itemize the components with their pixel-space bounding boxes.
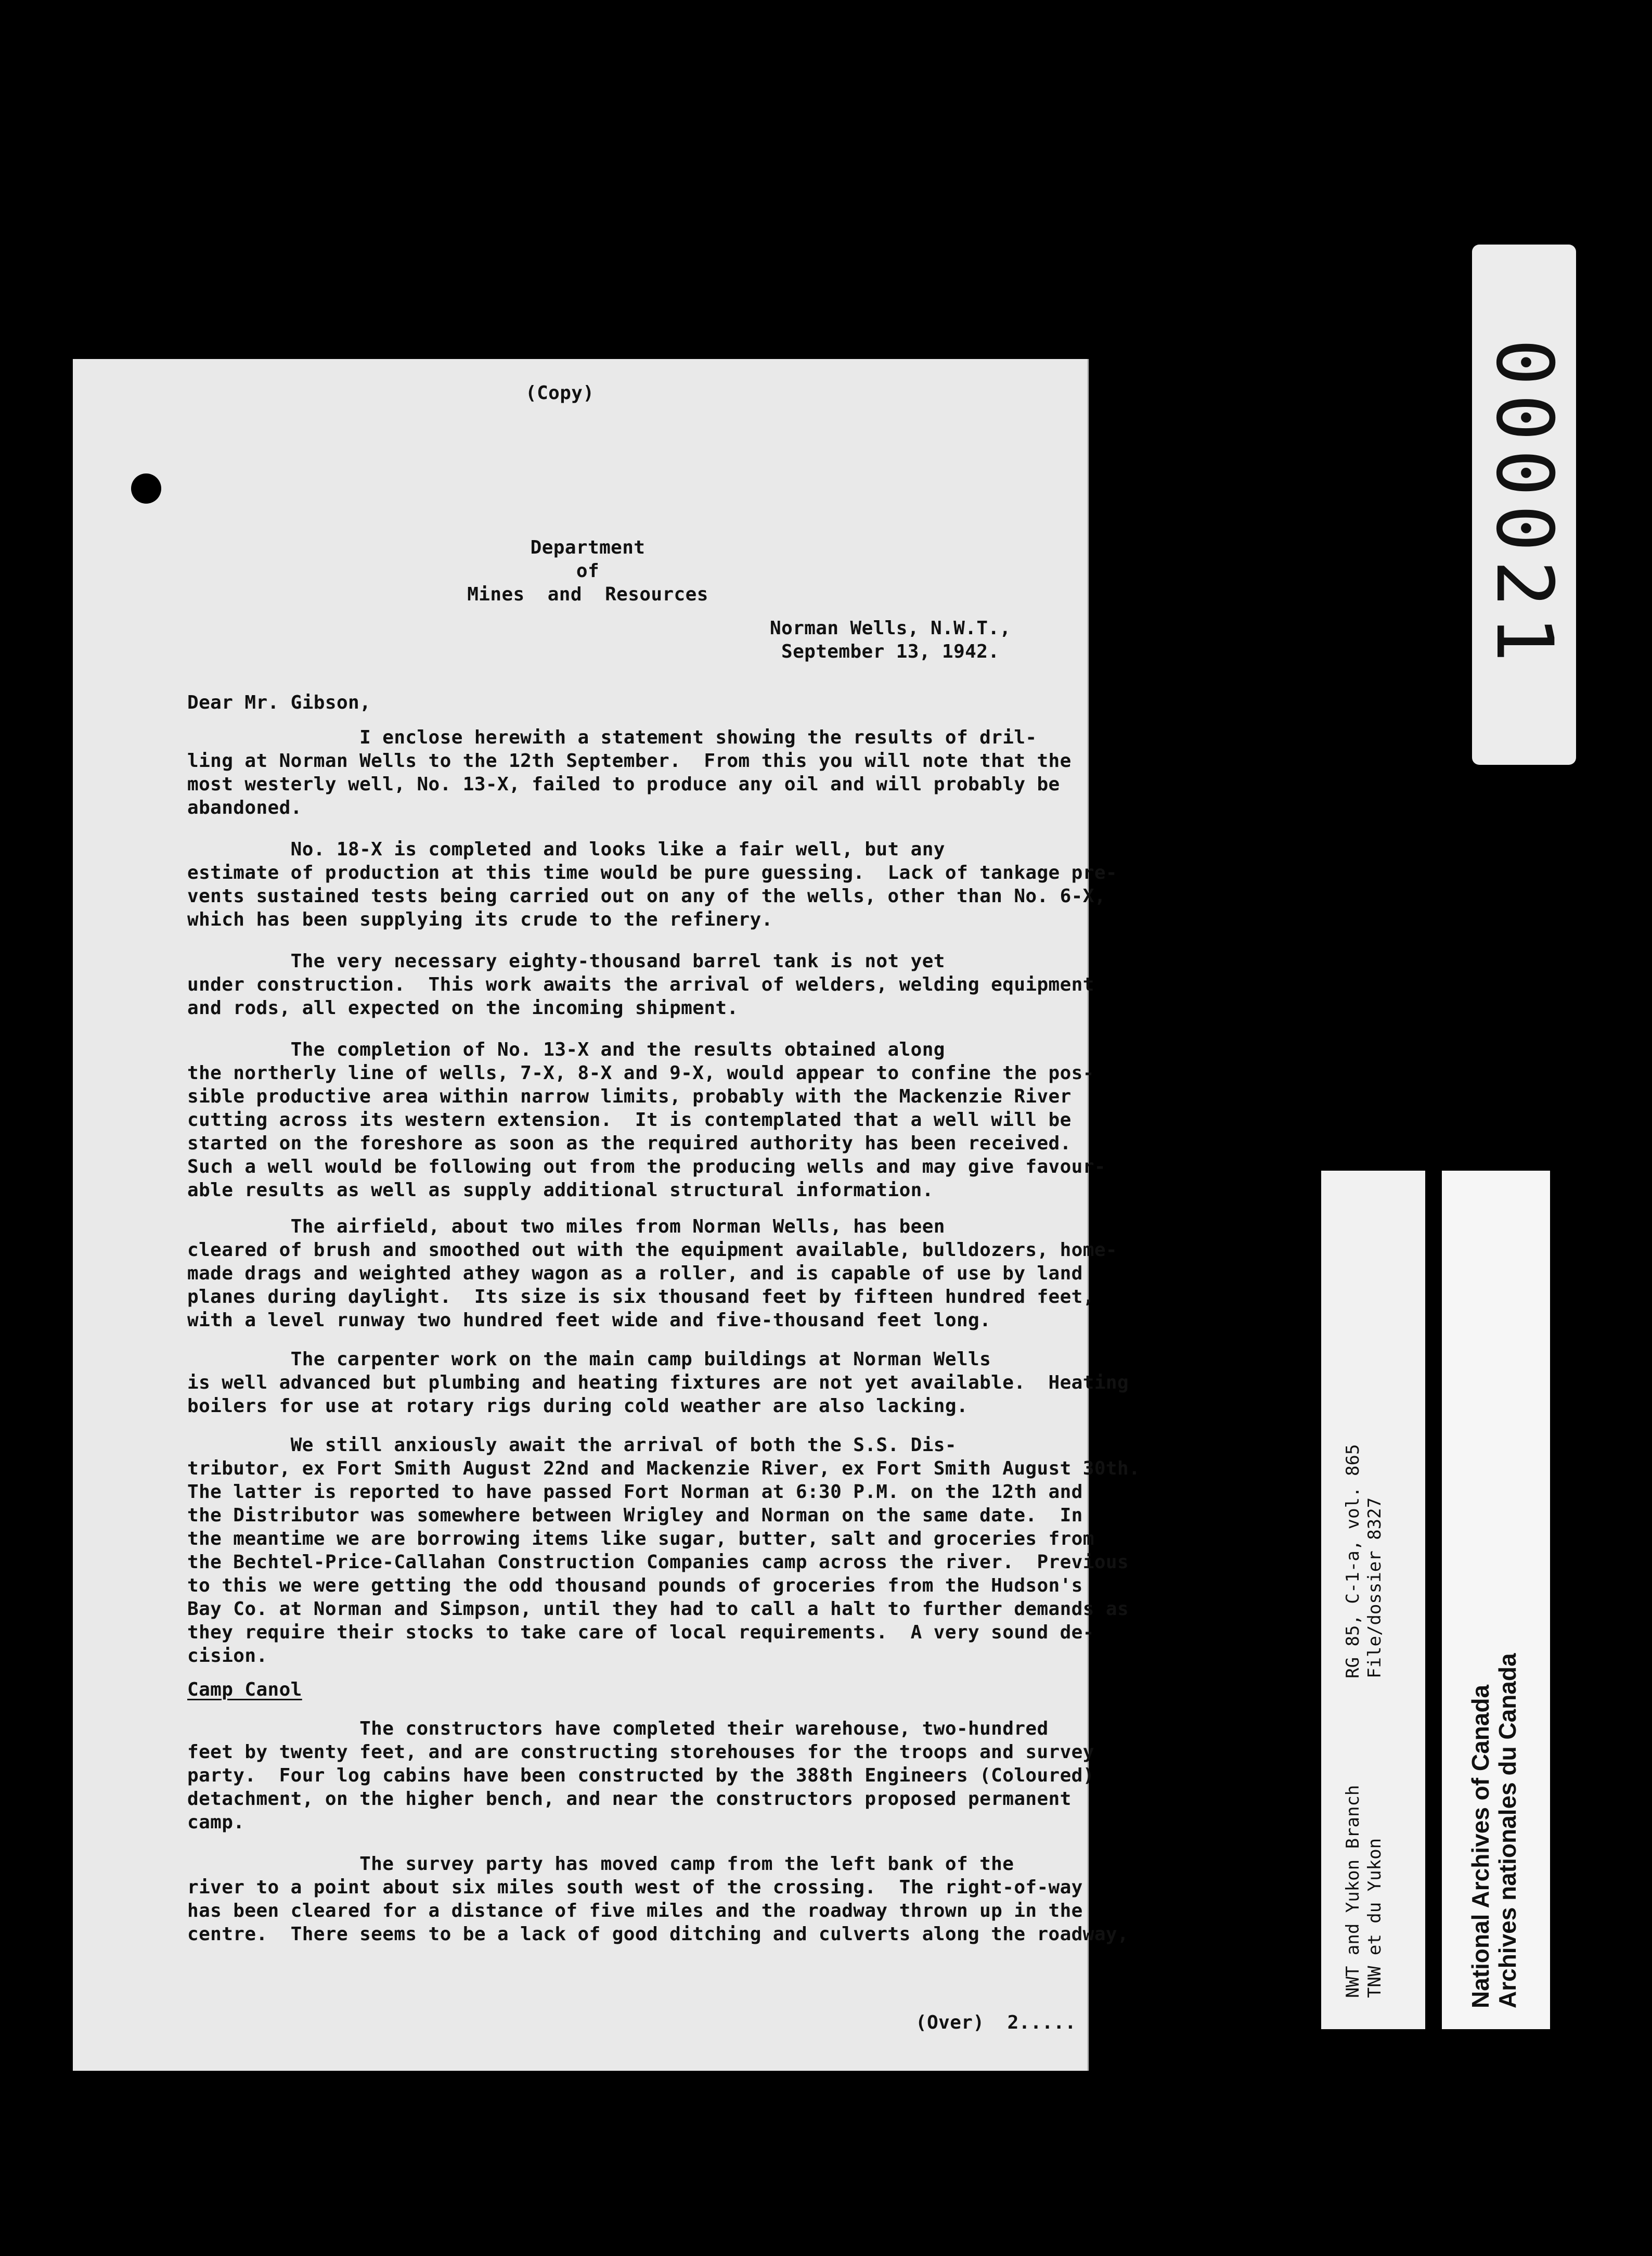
text-line: The completion of No. 13-X and the results obtained along <box>187 1039 945 1060</box>
text-line: estimate of production at this time would be pure guessing. Lack of tankage pre- <box>187 862 1117 883</box>
text-line: No. 18-X is completed and looks like a fair well, but any <box>187 839 945 860</box>
archive-number-stamp <box>1472 245 1576 765</box>
archive-name-fr: Archives nationales du Canada <box>1494 1653 1521 2008</box>
letterhead-line: Mines and Resources <box>467 584 708 605</box>
archives-canada-label <box>1442 1171 1550 2029</box>
text-line: The survey party has moved camp from the left bank of the <box>187 1853 1014 1875</box>
place-line: Norman Wells, N.W.T., <box>770 618 1011 639</box>
text-line: tributor, ex Fort Smith August 22nd and Mackenzie River, ex Fort Smith August 30th. <box>187 1458 1141 1479</box>
text-line: to this we were getting the odd thousand pounds of groceries from the Hudson's <box>187 1575 1083 1596</box>
text-line: detachment, on the higher bench, and near the constructors proposed permanent <box>187 1788 1072 1810</box>
text-line: boilers for use at rotary rigs during cold weather are also lacking. <box>187 1395 969 1417</box>
text-line: the meantime we are borrowing items like sugar, butter, salt and groceries from <box>187 1528 1094 1549</box>
text-line: cision. <box>187 1645 268 1667</box>
text-line: the Bechtel-Price-Callahan Construction Companies camp across the river. Previous <box>187 1552 1129 1573</box>
salutation: Dear Mr. Gibson, <box>187 692 371 713</box>
copy-mark: (Copy) <box>525 382 595 404</box>
text-line: the Distributor was somewhere between Wrigley and Norman on the same date. In <box>187 1505 1083 1526</box>
date-line: September 13, 1942. <box>781 641 1000 662</box>
text-line: sible productive area within narrow limits, probably with the Mackenzie River <box>187 1086 1072 1107</box>
text-line: party. Four log cabins have been constructed by the 388th Engineers (Coloured) <box>187 1765 1094 1786</box>
text-line: and rods, all expected on the incoming shipment. <box>187 997 739 1019</box>
text-line: planes during daylight. Its size is six thousand feet by fifteen hundred feet, <box>187 1286 1094 1308</box>
text-line: Such a well would be following out from the producing wells and may give favour- <box>187 1156 1106 1177</box>
text-line: under construction. This work awaits the arrival of welders, welding equipment <box>187 974 1094 995</box>
text-line: The airfield, about two miles from Norman Wells, has been <box>187 1216 945 1237</box>
text-line: ling at Norman Wells to the 12th September. From this you will note that the <box>187 750 1072 772</box>
letterhead-line: Department <box>530 537 646 558</box>
text-line: The very necessary eighty-thousand barrel tank is not yet <box>187 951 945 972</box>
text-line: the northerly line of wells, 7-X, 8-X and 9-X, would appear to confine the pos- <box>187 1062 1094 1084</box>
text-line: is well advanced but plumbing and heating fixtures are not yet available. Heating <box>187 1372 1129 1393</box>
text-line: made drags and weighted athey wagon as a roller, and is capable of use by land <box>187 1263 1083 1284</box>
punch-hole <box>131 473 161 504</box>
text-line: river to a point about six miles south west of the crossing. The right-of-way <box>187 1877 1083 1898</box>
text-line: they require their stocks to take care of local requirements. A very sound de- <box>187 1622 1094 1643</box>
text-line: feet by twenty feet, and are constructing storehouses for the troops and survey <box>187 1741 1094 1763</box>
reference-line: NWT and Yukon Branch RG 85, C-1-a, vol. 865 <box>1343 1444 1363 1998</box>
archive-reference-label <box>1321 1171 1425 2029</box>
text-line: most westerly well, No. 13-X, failed to produce any oil and will probably be <box>187 774 1060 795</box>
text-line: The latter is reported to have passed Fort Norman at 6:30 P.M. on the 12th and <box>187 1481 1083 1503</box>
text-line: able results as well as supply additional structural information. <box>187 1180 934 1201</box>
text-line: abandoned. <box>187 797 302 818</box>
text-line: vents sustained tests being carried out on any of the wells, other than No. 6-X, <box>187 886 1106 907</box>
text-line: centre. There seems to be a lack of good ditching and culverts along the roadway, <box>187 1924 1129 1945</box>
text-line: The carpenter work on the main camp buildings at Norman Wells <box>187 1349 991 1370</box>
page-footer: (Over) 2..... <box>915 2012 1077 2033</box>
text-line: with a level runway two hundred feet wide and five-thousand feet long. <box>187 1310 991 1331</box>
text-line: cutting across its western extension. It is contemplated that a well will be <box>187 1109 1072 1131</box>
text-line: cleared of brush and smoothed out with the equipment available, bulldozers, home- <box>187 1239 1117 1261</box>
text-line: which has been supplying its crude to the refinery. <box>187 909 773 930</box>
text-line: has been cleared for a distance of five miles and the roadway thrown up in the <box>187 1900 1083 1921</box>
archive-number: 000021 <box>1479 339 1569 671</box>
text-line: camp. <box>187 1812 245 1833</box>
letterhead-line: of <box>576 560 600 582</box>
text-line: I enclose herewith a statement showing the results of dril- <box>187 727 1037 748</box>
archive-name-en: National Archives of Canada <box>1467 1684 1494 2008</box>
reference-line: TNW et du Yukon File/dossier 8327 <box>1364 1497 1385 1998</box>
text-line: We still anxiously await the arrival of both the S.S. Dis- <box>187 1434 957 1456</box>
section-heading: Camp Canol <box>187 1679 302 1700</box>
text-line: Bay Co. at Norman and Simpson, until they had to call a halt to further demands as <box>187 1598 1129 1620</box>
text-line: started on the foreshore as soon as the required authority has been received. <box>187 1133 1072 1154</box>
text-line: The constructors have completed their warehouse, two-hundred <box>187 1718 1049 1739</box>
